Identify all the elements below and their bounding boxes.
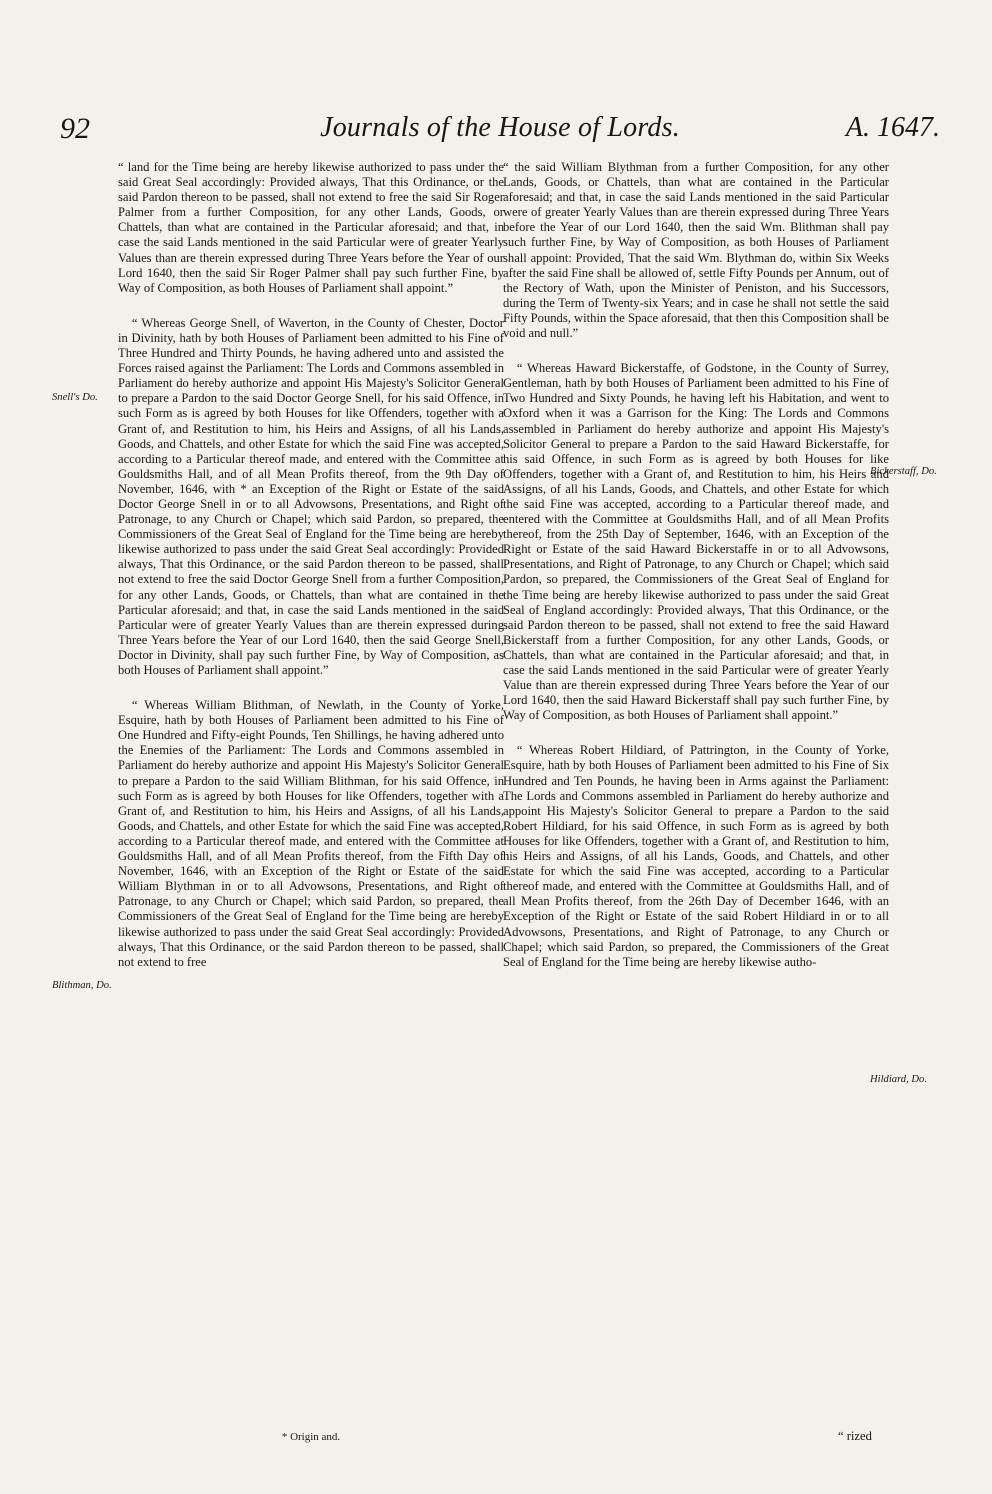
ordinance-palmer-end: “ land for the Time being are hereby likewise authorized to pass under the said Great Seal accordingly: Provided always, That this Ordinance, or the said Pardon thereon to be passed, shall not extend to free the said Sir Roger Palmer from a further Composition, for any other Lands, Goods, or Chattels, than what are contained in the Particular aforesaid; and that, in case the said Lands mentioned in the said Particular were of greater Yearly Values than are therein expressed during Three Years before the Year of our Lord 1640, then the said Sir Roger Palmer shall pay such further Fine, by Way of Composition, as both Houses of Parliament shall appoint.” [118, 160, 504, 295]
ordinance-snell: “ Whereas George Snell, of Waverton, in the County of Chester, Doctor in Divinity, hath by both Houses of Parliament been admitted to his Fine of Three Hundred and Thirty Pounds, he having adhered unto and assisted the Forces raised against the Parliament: The Lords and Commons assembled in Parliament do hereby authorize and appoint His Majesty's Solicitor General to prepare a Pardon to the said Doctor George Snell, for his said Offence, in such Form as is agreed by both Houses for like Offenders, together with a Grant of, and Restitution to him, his Heirs and Assigns, of all his Lands, Goods, and Chattels, and other Estate for which the said Fine was accepted, according to a Particular thereof made, and entered with the Committee at Gouldsmiths Hall, and of all Mean Profits thereof, from the 9th Day of November, 1646, with * an Exception of the Right or Estate of the said Doctor George Snell in or to all Advowsons, Presentations, and Right of Patronage, to any Church or Chapel; which said Pardon, so prepared, the Commissioners of the Great Seal of England for the Time being are hereby likewise authorized to pass under the said Great Seal accordingly: Provided always, That this Ordinance, or the said Pardon thereon to be passed, shall not extend to free the said Doctor George Snell from a further Composition, for any other Lands, Goods, or Chattels, than what are contained in the Particular aforesaid; and that, in case the said Lands mentioned in the said Particular were of greater Yearly Values than are therein expressed during Three Years before the Year of our Lord 1640, then the said George Snell, Doctor in Divinity, shall pay such further Fine, by Way of Composition, as both Houses of Parliament shall appoint.” [118, 315, 504, 677]
margin-note-hildiard: Hildiard, Do. [870, 1074, 927, 1085]
running-title: Journals of the House of Lords. [320, 112, 680, 143]
right-column [503, 160, 889, 970]
page-header [60, 112, 940, 146]
ordinance-bickerstaff: “ Whereas Haward Bickerstaffe, of Godstone, in the County of Surrey, Gentleman, hath by both Houses of Parliament been admitted to his Fine of Two Hundred and Sixty Pounds, he having left his Habitation, and went to Oxford when it was a Garrison for the King: The Lords and Commons assembled in Parliament do hereby authorize and appoint His Majesty's Solicitor General to prepare a Pardon to the said Haward Bickerstaffe, for his said Offence, in such Form as is agreed by both Houses for like Offenders, together with a Grant of, and Restitution to him, his Heirs and Assigns, of all his Lands, Goods, and Chattels, and other Estate for which the said Fine was accepted, according to a Particular thereof made, and entered with the Committee at Gouldsmiths Hall, and of all Mean Profits thereof, from the 25th Day of September, 1646, with an Exception of the Right or Estate of the said Haward Bickerstaffe in or to all Advowsons, Presentations, and Right of Patronage, to any Church or Chapel; which said Pardon, so prepared, the Commissioners of the Great Seal of England for the Time being are hereby likewise authorized to pass under the said Great Seal of England accordingly: Provided always, That this Ordinance, or the said Pardon thereon to be passed, shall not extend to free the said Haward Bickerstaff from a further Composition, for any other Lands, Goods, or Chattels, than what are contained in the Particular aforesaid; and that, in case the said Lands mentioned in the said Particular were of greater Yearly Value than are therein expressed during Three Years before the Year of our Lord 1640, then the said Haward Bickerstaff shall pay such further Fine, by Way of Composition, as both Houses of Parliament shall appoint.” [503, 361, 889, 723]
ordinance-hildiard: “ Whereas Robert Hildiard, of Pattrington, in the County of Yorke, Esquire, hath by both Houses of Parliament been admitted to his Fine of Six Hundred and Ten Pounds, he having been in Arms against the Parliament: The Lords and Commons assembled in Parliament do hereby authorize and appoint His Majesty's Solicitor General to prepare a Pardon to the said Robert Hildiard, for his said Offence, in such Form as is agreed by both Houses for like Offenders, together with a Grant of, and Restitution to him, his Heirs and Assigns, of all his Lands, Goods, and Chattels, and other Estate for which the said Fine was accepted, according to a Particular thereof made, and entered with the Committee at Gouldsmiths Hall, and of all Mean Profits thereof, from the 26th Day of December 1646, with an Exception of the Right or Estate of the said Robert Hildiard in or to all Advowsons, Presentations, and Right of Patronage, to any Church or Chapel; which said Pardon, so prepared, the Commissioners of the Great Seal of England for the Time being are hereby likewise autho- [503, 743, 889, 969]
footnote: * Origin and. [281, 1431, 341, 1443]
page-number: 92 [60, 112, 90, 145]
header-year: A. 1647. [845, 112, 940, 143]
margin-note-bickerstaff: Bickerstaff, Do. [870, 466, 937, 477]
ordinance-blithman-end: “ the said William Blythman from a further Composition, for any other Lands, Goods, or Chattels, than what are contained in the Particular aforesaid; and that, in case the said Lands mentioned in the said Particular were of greater Yearly Values than are therein expressed during Three Years before the Year of our Lord 1640, then the said Wm. Blithman shall pay such further Fine, by Way of Composition, as both Houses of Parliament shall appoint: Provided, That the said Wm. Blythman do, within Six Weeks after the said Fine shall be allowed of, settle Fifty Pounds per Annum, out of the Rectory of Wath, upon the Minister of Peniston, and his Successors, during the Term of Twenty-six Years; and in case he shall not settle the said Fifty Pounds, within the Space aforesaid, that then this Composition shall be void and null.” [503, 160, 889, 341]
ordinance-blithman: “ Whereas William Blithman, of Newlath, in the County of Yorke, Esquire, hath by both Houses of Parliament been admitted to his Fine of One Hundred and Fifty-eight Pounds, Ten Shillings, he having adhered unto the Enemies of the Parliament: The Lords and Commons assembled in Parliament do hereby authorize and appoint His Majesty's Solicitor General to prepare a Pardon to the said William Blithman, for his said Offence, in such Form as is agreed by both Houses for like Offenders, together with a Grant of, and Restitution to him, his Heirs and Assigns, of all his Lands, Goods, and Chattels, and other Estate for which the said Fine was accepted, according to a Particular thereof made, and entered with the Committee at Gouldsmiths Hall, and of all Mean Profits thereof, from the Fifth Day of November, 1646, with an Exception of the Right or Estate of the said William Blythman in or to all Advowsons, Presentations, and Right of Patronage, to any Church or Chapel; which said Pardon, so prepared, the Commissioners of the Great Seal of England for the Time being are hereby likewise authorized to pass under the said Great Seal accordingly: Provided always, That this Ordinance, or the said Pardon thereon to be passed, shall not extend to free [118, 698, 504, 969]
left-column [118, 160, 504, 970]
margin-note-blithman: Blithman, Do. [52, 980, 112, 991]
catchword: “ rized [838, 1429, 872, 1443]
margin-note-snell: Snell's Do. [52, 392, 98, 403]
